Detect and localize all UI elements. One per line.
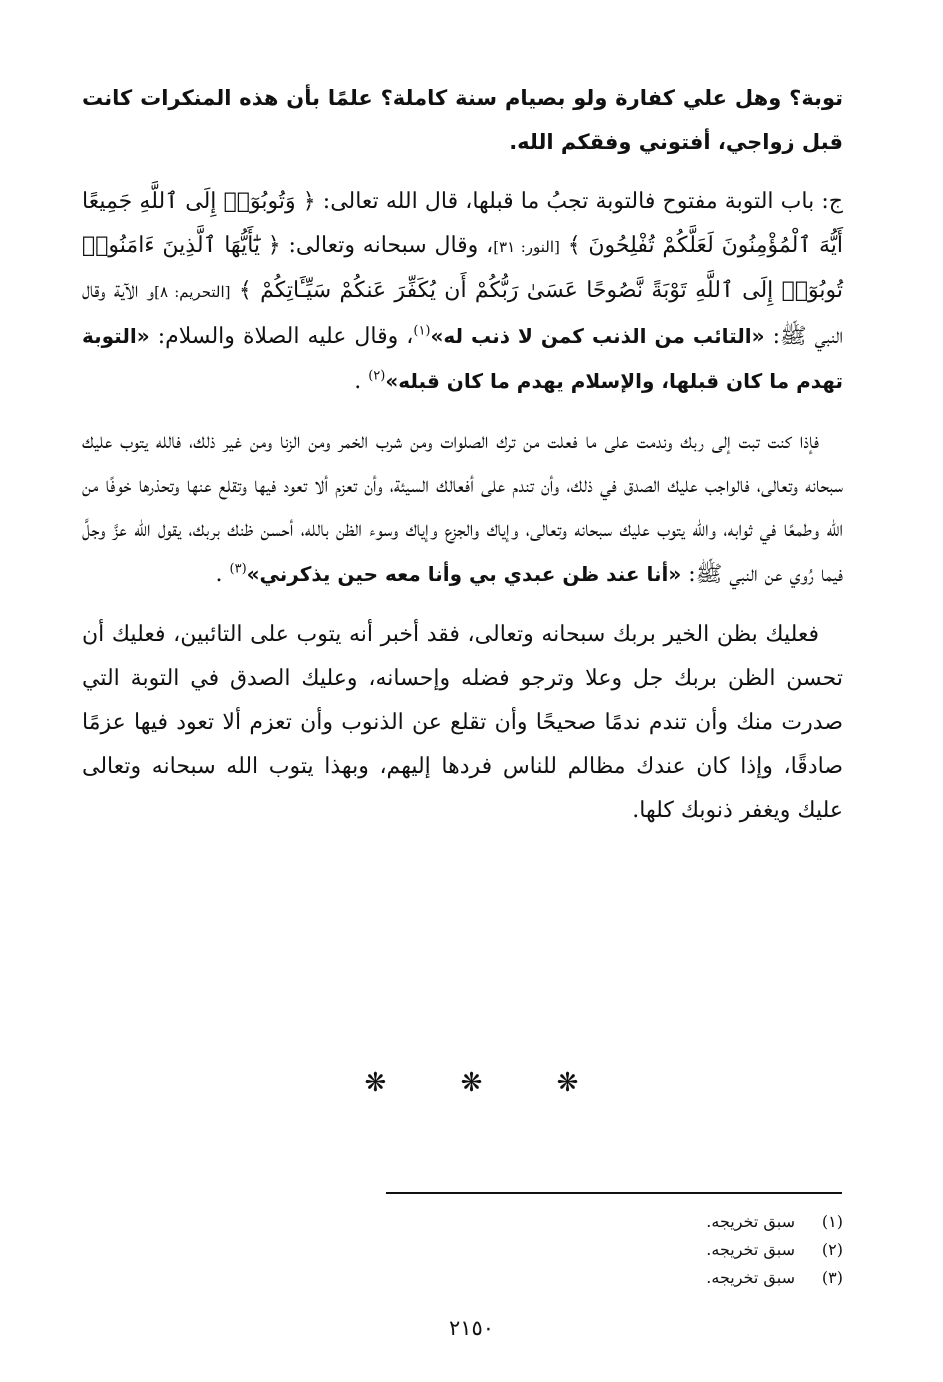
hadith-3: «أنا عند ظن عبدي بي وأنا معه حين يذكرني» — [246, 562, 682, 586]
asterism-icon: ❋ — [460, 1068, 483, 1098]
footnote-text: سبق تخريجه. — [706, 1212, 795, 1231]
quran-verse-2: ﴿ يَٰٓأَيُّهَا ٱلَّذِينَ ءَامَنُوا۟ تُوبُوٓا۟ إِلَى ٱللَّهِ تَوْبَةً نَّصُوحًا عَسَىٰ رَبُّكُمْ أَن يُكَفِّرَ عَنكُمْ سَيِّـَٔاتِكُمْ ﴾ — [82, 233, 844, 303]
footnotes — [387, 1208, 843, 1292]
page-number: ٢١٥٠ — [448, 1316, 495, 1340]
paragraph-3-text: فعليك بظن الخير بربك سبحانه وتعالى، فقد أخبر أنه يتوب على التائبين، فعليك أن تحسن الظن بربك جل وعلا وترجو فضله وإحسانه، وعليك الصدق في التوبة التي صدرت منك وأن تندم ندمًا صحيحًا وأن تقلع عن الذنوب وأن تعزم ألا تعود فيها عزمًا صادقًا، وإذا كان عندك مظالم للناس فردها إليهم، وبهذا يتوب الله سبحانه وتعالى عليك ويغفر ذنوبك كلها. — [82, 622, 843, 823]
hadith-1: «التائب من الذنب كمن لا ذنب له» — [430, 324, 765, 348]
footnote-number: (١) — [821, 1212, 843, 1231]
paragraph-2-text: فإذا كنت تبت إلى ربك وندمت على ما فعلت من ترك الصلوات ومن شرب الخمر ومن الزنا ومن غير ذلك، فالله يتوب عليك سبحانه وتعالى، فالواجب عليك الصدق في ذلك، وأن تندم على أفعالك السيئة، وأن تعزم ألا تعود فيها وتقلع عنها وتحذرها خوفًا من الله وطمعًا في ثوابه، والله يتوب عليك سبحانه وتعالى، وإياك والجزع وإياك وسوء الظن بالله، أحسن ظنك بربك، يقول الله عزَّ وجلَّ فيما رُوي عن النبي ﷺ: — [82, 429, 843, 587]
section-separator — [0, 1068, 943, 1098]
question-text: توبة؟ وهل علي كفارة ولو بصيام سنة كاملة؟ علمًا بأن هذه المنكرات كانت قبل زواجي، أفتوني وفقكم الله. — [82, 86, 843, 154]
answer-end: . — [354, 369, 362, 394]
paragraph-3 — [82, 613, 843, 833]
main-text — [82, 76, 843, 849]
footnote-text: سبق تخريجه. — [706, 1240, 795, 1259]
footnote-marker-1[interactable]: (١) — [413, 323, 431, 339]
footnote-number: (٢) — [821, 1240, 843, 1259]
answer-separator-text: ، وقال عليه الصلاة والسلام: — [157, 324, 414, 349]
answer-prophet-intro: و الآية وقال النبي ﷺ: — [82, 278, 844, 349]
answer-paragraph — [82, 180, 843, 404]
footnote-item — [387, 1208, 843, 1236]
answer-middle: ، وقال سبحانه وتعالى: — [288, 233, 494, 258]
asterism-icon: ❋ — [364, 1068, 387, 1098]
footnote-item — [387, 1236, 843, 1264]
footnote-marker-2[interactable]: (٢) — [368, 368, 386, 384]
asterism-icon: ❋ — [556, 1068, 579, 1098]
footnote-item — [387, 1264, 843, 1292]
footnote-divider — [386, 1192, 842, 1194]
paragraph-2-end: . — [215, 562, 223, 587]
footnote-marker-3[interactable]: (٣) — [229, 561, 247, 577]
question-paragraph — [82, 76, 843, 164]
paragraph-2 — [82, 420, 843, 597]
verse-reference-1: [النور: ٣١] — [493, 238, 560, 256]
quran-verse-1: ﴿ وَتُوبُوٓا۟ إِلَى ٱللَّهِ جَمِيعًا أَيُّهَ ٱلْمُؤْمِنُونَ لَعَلَّكُمْ تُفْلِحُونَ ﴾ — [82, 189, 844, 258]
hadith-2: «التوبة تهدم ما كان قبلها، والإسلام يهدم ما كان قبله» — [82, 324, 843, 393]
answer-intro: باب التوبة مفتوح فالتوبة تجبُ ما قبلها، قال الله تعالى: — [322, 189, 815, 214]
footnote-number: (٣) — [821, 1268, 843, 1287]
verse-reference-2: [التحريم: ٨] — [154, 283, 231, 301]
answer-label: ج: — [821, 189, 843, 214]
footnote-text: سبق تخريجه. — [706, 1268, 795, 1287]
